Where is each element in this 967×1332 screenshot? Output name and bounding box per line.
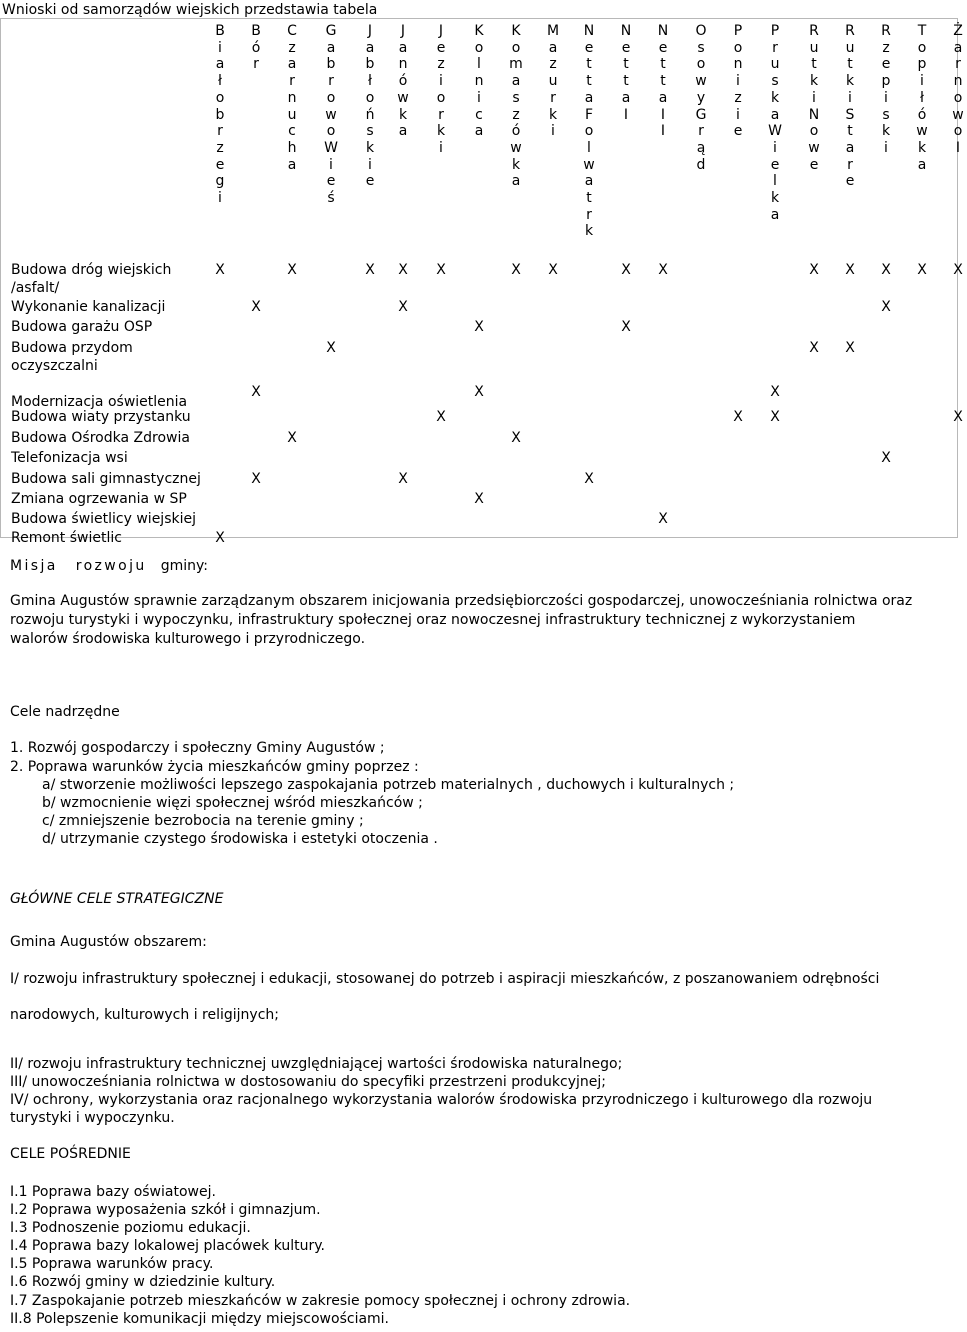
village-header-11: N e t t a F o l w a t r k (583, 23, 595, 240)
village-header-7: J e z i o r k i (436, 23, 446, 156)
task-mark: X (251, 299, 261, 315)
strategic-item-4-cont: turystyki i wypoczynku. (10, 1110, 175, 1126)
intermediate-heading: CELE POŚREDNIE (10, 1146, 131, 1162)
task-mark: X (511, 262, 521, 278)
task-mark: X (917, 262, 927, 278)
goal-item-2: 2. Poprawa warunków życia mieszkańców gminy poprzez : (10, 759, 419, 775)
village-header-16: P r u s k a W i e l k a (768, 23, 782, 223)
task-label: Budowa dróg wiejskich (11, 262, 172, 278)
task-mark: X (658, 511, 668, 527)
goal-subitem-d: d/ utrzymanie czystego środowiska i estetyki otoczenia . (42, 831, 438, 847)
mission-line-2: rozwoju turystyki i wypoczynku, infrastruktury społecznej oraz nowoczesnej infrastruktury technicznej z wykorzystaniem (10, 612, 856, 628)
task-mark: X (809, 262, 819, 278)
task-mark: X (251, 384, 261, 400)
task-label: Budowa sali gimnastycznej (11, 471, 201, 487)
task-mark: X (584, 471, 594, 487)
village-header-15: P o n i z i e (733, 23, 743, 140)
task-mark: X (398, 471, 408, 487)
task-mark: X (733, 409, 743, 425)
village-header-1: B i a ł o b r z e g i (215, 23, 225, 207)
task-mark: X (215, 262, 225, 278)
village-header-6: J a n ó w k a (397, 23, 409, 140)
task-mark: X (548, 262, 558, 278)
village-header-17: R u t k i N o w e (808, 23, 820, 173)
intermediate-item-8: II.8 Polepszenie komunikacji między miejscowościami. (10, 1311, 390, 1327)
village-header-13: N e t t a I I (657, 23, 669, 140)
task-mark: X (398, 299, 408, 315)
intermediate-item-6: I.6 Rozwój gminy w dziedzinie kultury. (10, 1274, 276, 1290)
task-mark: X (251, 471, 261, 487)
village-header-14: O s o w y G r ą d (695, 23, 707, 173)
task-mark: X (511, 430, 521, 446)
task-mark: X (287, 430, 297, 446)
task-mark: X (365, 262, 375, 278)
task-mark: X (953, 262, 963, 278)
task-mark: X (436, 409, 446, 425)
village-header-8: K o l n i c a (474, 23, 484, 140)
task-mark: X (398, 262, 408, 278)
goal-subitem-c: c/ zmniejszenie bezrobocia na terenie gminy ; (42, 813, 364, 829)
strategic-item-1: I/ rozwoju infrastruktury społecznej i edukacji, stosowanej do potrzeb i aspiracji mieszkańców, z poszanowaniem odrębności (10, 971, 880, 987)
task-mark: X (436, 262, 446, 278)
intermediate-item-2: I.2 Poprawa wyposażenia szkół i gimnazjum. (10, 1202, 321, 1218)
goal-item-1: 1. Rozwój gospodarczy i społeczny Gminy Augustów ; (10, 740, 385, 756)
task-label: Budowa wiaty przystanku (11, 409, 191, 425)
strategic-item-4: IV/ ochrony, wykorzystania oraz racjonalnego wykorzystania walorów środowiska przyrodniczego i kulturowego dla rozwoju (10, 1092, 873, 1108)
intermediate-item-5: I.5 Poprawa warunków pracy. (10, 1256, 214, 1272)
village-header-10: M a z u r k i (546, 23, 560, 140)
requests-table (0, 18, 964, 546)
task-mark: X (621, 319, 631, 335)
task-mark: X (326, 340, 336, 356)
task-mark: X (658, 262, 668, 278)
task-mark: X (287, 262, 297, 278)
task-mark: X (845, 340, 855, 356)
task-mark: X (770, 409, 780, 425)
village-header-21: Ż a r n o w o I (952, 23, 964, 156)
intermediate-item-1: I.1 Poprawa bazy oświatowej. (10, 1184, 216, 1200)
task-mark: X (215, 530, 225, 546)
goal-subitem-b: b/ wzmocnienie więzi społecznej wśród mieszkańców ; (42, 795, 423, 811)
task-label: oczyszczalni (11, 358, 98, 374)
task-mark: X (881, 450, 891, 466)
intermediate-item-7: I.7 Zaspokajanie potrzeb mieszkańców w zakresie pomocy społecznej i ochrony zdrowia. (10, 1293, 631, 1309)
strategic-item-2: II/ rozwoju infrastruktury technicznej uwzględniającej wartości środowiska naturalnego; (10, 1056, 623, 1072)
mission-line-3: walorów środowiska kulturowego i przyrodniczego. (10, 631, 366, 647)
goals-heading: Cele nadrzędne (10, 704, 120, 720)
task-mark: X (953, 409, 963, 425)
task-label: Budowa przydom (11, 340, 133, 356)
village-header-19: R z e p i s k i (881, 23, 891, 156)
task-label: Budowa garażu OSP (11, 319, 153, 335)
goal-subitem-a: a/ stworzenie możliwości lepszego zaspokajania potrzeb materialnych , duchowych i kulturalnych ; (42, 777, 735, 793)
task-mark: X (770, 384, 780, 400)
task-label: /asfalt/ (11, 280, 60, 296)
task-label: Wykonanie kanalizacji (11, 299, 166, 315)
village-header-3: C z a r n u c h a (287, 23, 297, 173)
village-header-4: G a b r o w o W i e ś (324, 23, 338, 207)
village-header-20: T o p i ł ó w k a (916, 23, 928, 173)
document-title: Wnioski od samorządów wiejskich przedstawia tabela (2, 2, 378, 18)
task-label: Telefonizacja wsi (11, 450, 128, 466)
strategic-item-3: III/ unowocześniania rolnictwa w dostosowaniu do specyfiki przestrzeni produkcyjnej; (10, 1074, 606, 1090)
village-header-5: J a b ł o ń s k i e (365, 23, 375, 190)
mission-heading: Misja rozwoju gminy: (10, 558, 208, 574)
task-mark: X (809, 340, 819, 356)
task-label: Modernizacja oświetlenia (11, 394, 188, 410)
village-header-9: K o m a s z ó w k a (509, 23, 523, 190)
village-header-12: N e t t a I (620, 23, 632, 123)
strategic-heading: GŁÓWNE CELE STRATEGICZNE (10, 891, 224, 907)
village-header-18: R u t k i S t a r e (845, 23, 855, 190)
task-mark: X (474, 319, 484, 335)
task-mark: X (881, 299, 891, 315)
strategic-intro: Gmina Augustów obszarem: (10, 934, 207, 950)
task-mark: X (881, 262, 891, 278)
task-mark: X (474, 491, 484, 507)
intermediate-item-3: I.3 Podnoszenie poziomu edukacji. (10, 1220, 251, 1236)
strategic-item-1-cont: narodowych, kulturowych i religijnych; (10, 1007, 279, 1023)
mission-line-1: Gmina Augustów sprawnie zarządzanym obszarem inicjowania przedsiębiorczości gospodarczej, unowocześniania rolnictwa oraz (10, 593, 913, 609)
task-mark: X (845, 262, 855, 278)
task-label: Budowa Ośrodka Zdrowia (11, 430, 190, 446)
task-label: Budowa świetlicy wiejskiej (11, 511, 196, 527)
task-mark: X (621, 262, 631, 278)
task-label: Zmiana ogrzewania w SP (11, 491, 187, 507)
task-mark: X (474, 384, 484, 400)
village-header-2: B ó r (251, 23, 261, 73)
task-label: Remont świetlic (11, 530, 122, 546)
intermediate-item-4: I.4 Poprawa bazy lokalowej placówek kultury. (10, 1238, 325, 1254)
